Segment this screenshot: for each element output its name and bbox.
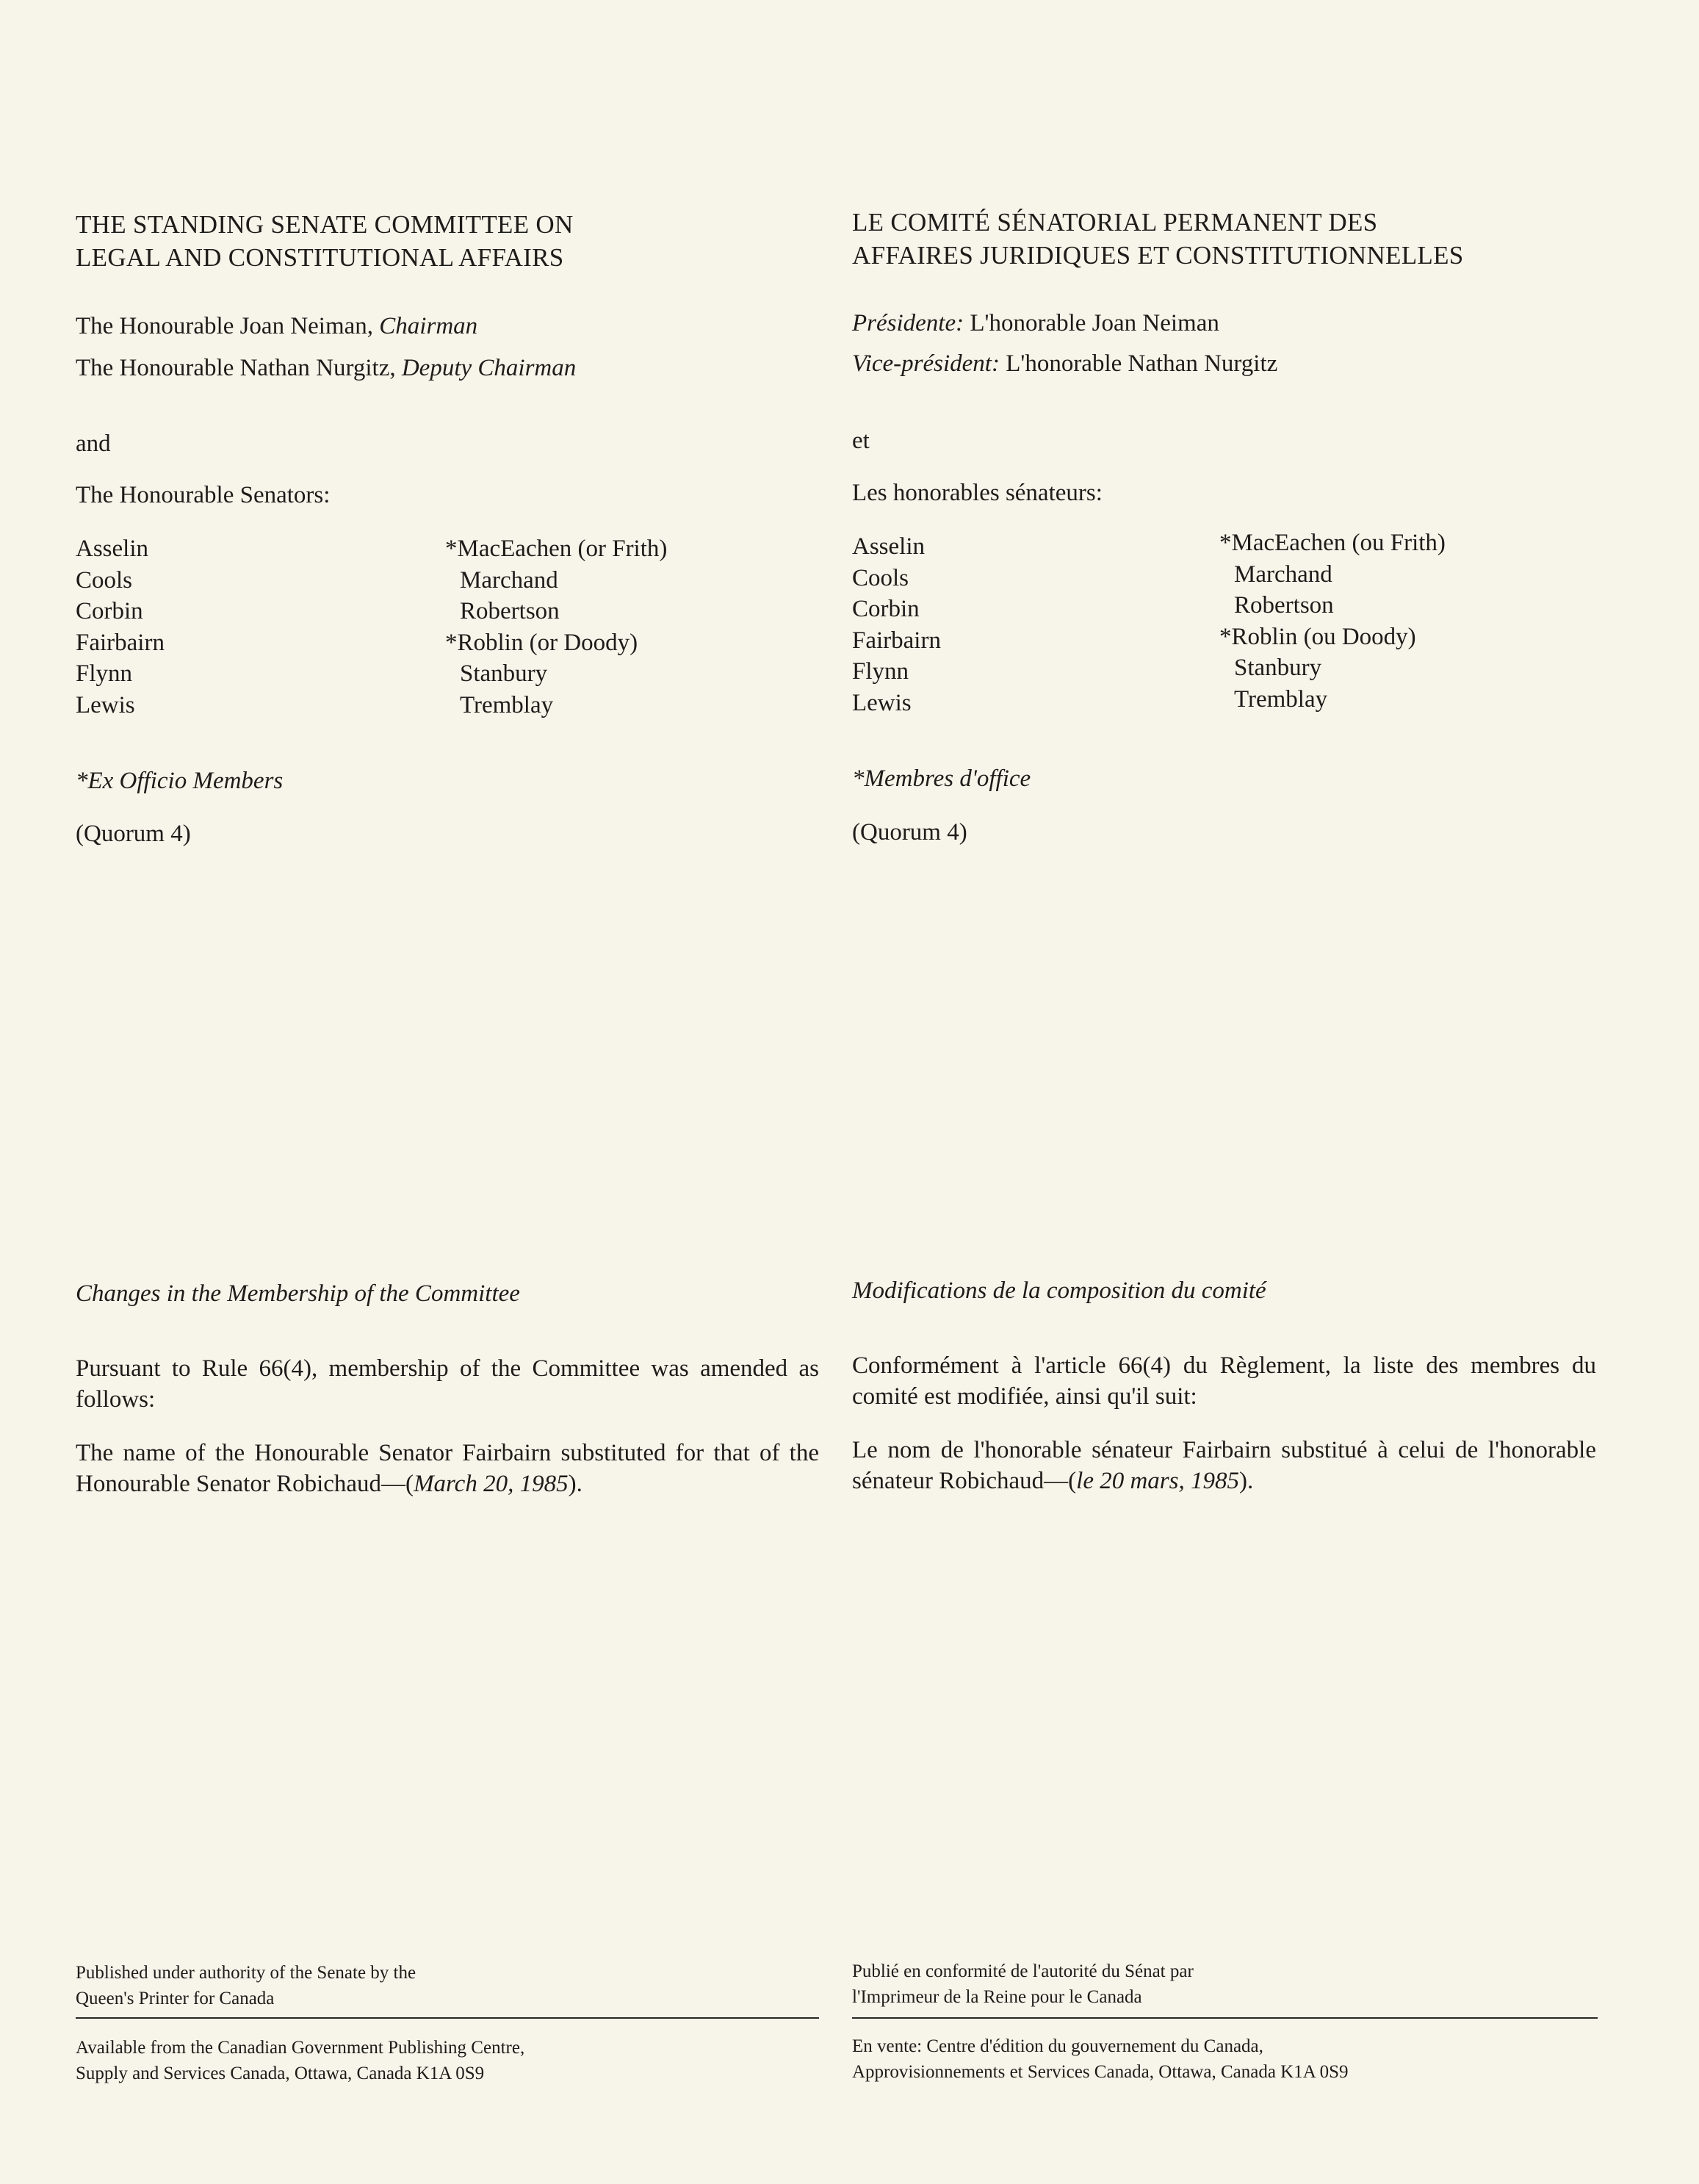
- availability-notice: En vente: Centre d'édition du gouvernement du Canada, Approvisionnements et Services Canada, Ottawa, Canada K1A 0S9: [852, 2036, 1349, 2082]
- and-label: et: [852, 428, 870, 454]
- title-line: AFFAIRES JURIDIQUES ET CONSTITUTIONNELLES: [852, 241, 1464, 270]
- vice-president-role: Vice-président:: [852, 350, 1000, 377]
- chairman-line: The Honourable Joan Neiman, Chairman: [76, 313, 478, 339]
- pursuant-paragraph: Conformément à l'article 66(4) du Règlement, la liste des membres du comité est modifiée, ainsi qu'il suit:: [852, 1352, 1596, 1410]
- president-role: Présidente:: [852, 310, 964, 336]
- senator-name: *MacEachen (or Frith): [445, 536, 668, 562]
- senators-column-2: [1219, 527, 1528, 715]
- senator-name: Lewis: [852, 689, 912, 716]
- senator-name: Marchand: [460, 566, 558, 594]
- senator-name: Fairbairn: [76, 629, 165, 656]
- senator-name: Asselin: [852, 533, 925, 560]
- pursuant-paragraph: Pursuant to Rule 66(4), membership of the Committee was amended as follows:: [76, 1355, 819, 1413]
- substitution-date: March 20, 1985: [414, 1471, 569, 1497]
- vice-president-line: Vice-président: L'honorable Nathan Nurgitz: [852, 350, 1278, 377]
- senator-name: Flynn: [852, 658, 909, 685]
- quorum-note: (Quorum 4): [852, 819, 967, 846]
- divider-rule: [852, 2017, 1598, 2019]
- title-line: THE STANDING SENATE COMMITTEE ON: [76, 210, 574, 239]
- senator-name: Robertson: [460, 598, 560, 624]
- title-line: LE COMITÉ SÉNATORIAL PERMANENT DES: [852, 208, 1378, 237]
- published-notice: Publié en conformité de l'autorité du Sénat par l'Imprimeur de la Reine pour le Canada: [852, 1961, 1194, 2007]
- availability-notice: Available from the Canadian Government Publishing Centre, Supply and Services Canada, Ottawa, Canada K1A 0S9: [76, 2038, 525, 2083]
- senator-name: *MacEachen (ou Frith): [1219, 530, 1446, 556]
- substitution-paragraph: Le nom de l'honorable sénateur Fairbairn substitué à celui de l'honorable sénateur Robichaud—(le 20 mars, 1985).: [852, 1437, 1596, 1494]
- senators-column-1: [852, 531, 1205, 718]
- quorum-note: (Quorum 4): [76, 821, 191, 847]
- senator-name: *Roblin (or Doody): [445, 629, 638, 656]
- senator-name: Marchand: [1234, 561, 1332, 588]
- senator-name: *Roblin (ou Doody): [1219, 623, 1416, 650]
- senator-name: Asselin: [76, 536, 148, 562]
- committee-title-fr: [852, 206, 1464, 272]
- title-line: LEGAL AND CONSTITUTIONAL AFFAIRS: [76, 243, 564, 272]
- senators-column-2: [445, 533, 754, 721]
- changes-heading: Changes in the Membership of the Committee: [76, 1280, 520, 1307]
- senator-name: Lewis: [76, 691, 135, 718]
- senator-name: Cools: [76, 566, 133, 594]
- senator-name: Fairbairn: [852, 627, 941, 654]
- senator-name: Corbin: [76, 598, 143, 624]
- senator-name: Tremblay: [460, 691, 554, 718]
- committee-title-en: [76, 208, 574, 274]
- deputy-chairman-line: The Honourable Nathan Nurgitz, Deputy Chairman: [76, 355, 577, 381]
- senator-name: Stanbury: [460, 660, 548, 687]
- senator-name: Stanbury: [1234, 655, 1322, 681]
- chairman-role: Chairman: [379, 313, 478, 339]
- divider-rule: [76, 2017, 819, 2019]
- senator-name: Corbin: [852, 596, 920, 622]
- deputy-chairman-role: Deputy Chairman: [401, 355, 577, 381]
- substitution-date: le 20 mars, 1985: [1076, 1468, 1239, 1494]
- senators-heading: Les honorables sénateurs:: [852, 480, 1103, 506]
- substitution-paragraph: The name of the Honourable Senator Fairbairn substituted for that of the Honourable Senator Robichaud—(March 20, 1985).: [76, 1440, 819, 1497]
- senator-name: Cools: [852, 564, 909, 591]
- senators-heading: The Honourable Senators:: [76, 482, 331, 508]
- senators-column-1: [76, 533, 428, 721]
- president-line: Présidente: L'honorable Joan Neiman: [852, 310, 1219, 336]
- published-notice: Published under authority of the Senate by the Queen's Printer for Canada: [76, 1963, 416, 2008]
- senator-name: Tremblay: [1234, 685, 1328, 713]
- changes-heading: Modifications de la composition du comité: [852, 1277, 1266, 1304]
- and-label: and: [76, 430, 111, 457]
- senator-name: Robertson: [1234, 592, 1334, 619]
- senator-name: Flynn: [76, 660, 133, 687]
- ex-officio-note: *Ex Officio Members: [76, 768, 284, 794]
- ex-officio-note: *Membres d'office: [852, 765, 1031, 792]
